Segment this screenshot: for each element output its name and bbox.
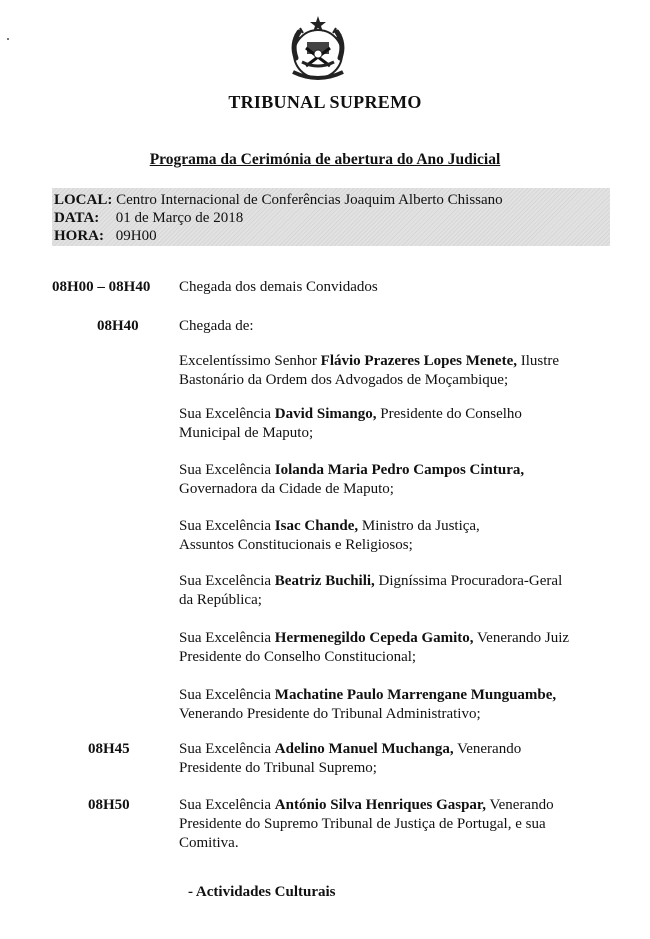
arrival-role-cont: da República;: [179, 592, 262, 608]
arrival-entry: [179, 517, 601, 555]
arrival-entry: [179, 796, 601, 853]
arrival-name: Hermenegildo Cepeda Gamito,: [274, 630, 474, 646]
national-emblem-icon: [279, 14, 357, 84]
arrival-prefix: Sua Excelência: [179, 406, 272, 422]
ceremony-info-box: [52, 188, 610, 246]
local-row: [54, 191, 503, 209]
arrival-role-cont: Municipal de Maputo;: [179, 425, 314, 441]
cultural-activities: - Actividades Culturais: [188, 884, 336, 900]
arrival-name: Flávio Prazeres Lopes Menete,: [320, 353, 517, 369]
arrival-entry: [179, 686, 601, 724]
program-title: Programa da Cerimónia de abertura do Ano Judicial: [149, 151, 501, 168]
arrival-role: Venerando Juiz: [477, 630, 570, 646]
arrival-name: Isac Chande,: [274, 518, 359, 534]
local-value: Centro Internacional de Conferências Joaquim Alberto Chissano: [116, 192, 503, 208]
arrival-role: Venerando: [457, 741, 522, 757]
arrival-entry: [179, 740, 601, 778]
arrival-prefix: Sua Excelência: [179, 797, 272, 813]
date-value: 01 de Março de 2018: [115, 210, 244, 226]
schedule-time: 08H50: [88, 797, 130, 813]
arrival-role-cont: Assuntos Constitucionais e Religiosos;: [179, 537, 413, 553]
schedule-time: 08H00 – 08H40: [52, 279, 151, 295]
schedule-time: 08H40: [97, 318, 139, 334]
arrival-name: António Silva Henriques Gaspar,: [274, 797, 486, 813]
time-value: 09H00: [115, 228, 157, 244]
arrival-role-cont: Comitiva.: [179, 835, 239, 851]
arrival-role: Presidente do Conselho: [380, 406, 522, 422]
arrival-role: Venerando: [489, 797, 554, 813]
local-label: LOCAL:: [54, 192, 113, 208]
arrival-role-cont: Presidente do Conselho Constitucional;: [179, 649, 417, 665]
court-title: TRIBUNAL SUPREMO: [228, 92, 422, 112]
arrival-role-cont: Presidente do Tribunal Supremo;: [179, 760, 377, 776]
arrival-entry: [179, 461, 601, 499]
arrival-name: Beatriz Buchili,: [274, 573, 375, 589]
arrival-role-cont: Presidente do Supremo Tribunal de Justiça de Portugal, e sua: [179, 816, 546, 832]
scan-speck: [7, 38, 9, 40]
date-label: DATA:: [54, 210, 100, 226]
arrival-name: Machatine Paulo Marrengane Munguambe,: [274, 687, 557, 703]
time-row: [54, 227, 157, 245]
arrival-role: Ministro da Justiça,: [361, 518, 480, 534]
date-row: [54, 209, 243, 227]
arrival-prefix: Sua Excelência: [179, 687, 272, 703]
arrival-name: Iolanda Maria Pedro Campos Cintura,: [274, 462, 525, 478]
arrival-prefix: Sua Excelência: [179, 518, 272, 534]
arrival-role-cont: Bastonário da Ordem dos Advogados de Moçambique;: [179, 372, 509, 388]
arrival-role-cont: Venerando Presidente do Tribunal Administrativo;: [179, 706, 481, 722]
arrival-role: Ilustre: [520, 353, 560, 369]
arrival-prefix: Sua Excelência: [179, 573, 272, 589]
arrival-prefix: Sua Excelência: [179, 462, 272, 478]
schedule-time: 08H45: [88, 741, 130, 757]
arrival-prefix: Excelentíssimo Senhor: [179, 353, 317, 369]
arrival-entry: [179, 629, 601, 667]
arrival-entry: [179, 572, 601, 610]
arrival-entry: [179, 405, 601, 443]
schedule-entry: Chegada dos demais Convidados: [179, 279, 378, 295]
schedule-entry: Chegada de:: [179, 318, 254, 334]
arrival-name: Adelino Manuel Muchanga,: [274, 741, 454, 757]
arrival-prefix: Sua Excelência: [179, 630, 272, 646]
time-label: HORA:: [54, 228, 104, 244]
arrival-name: David Simango,: [274, 406, 377, 422]
arrival-role-cont: Governadora da Cidade de Maputo;: [179, 481, 394, 497]
arrival-entry: [179, 352, 601, 390]
arrival-prefix: Sua Excelência: [179, 741, 272, 757]
arrival-role: Digníssima Procuradora-Geral: [378, 573, 563, 589]
